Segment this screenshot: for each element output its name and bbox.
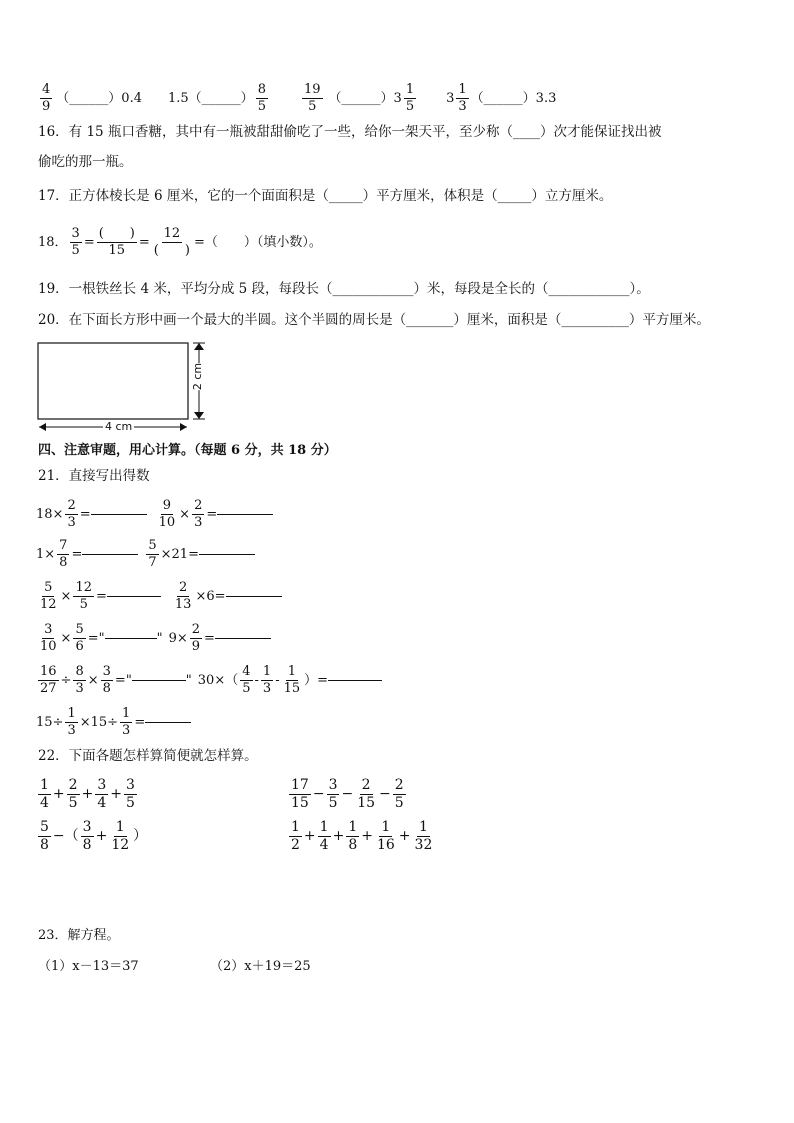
fraction: $\frac{1}{3}$ xyxy=(458,81,467,114)
fraction-blank[interactable]: $\frac{( )}{15}$ xyxy=(98,225,135,258)
q21-row6 xyxy=(36,704,191,740)
fraction: $\frac{19}{5}$ xyxy=(303,81,321,114)
fraction: $\frac{1}{3}$ xyxy=(262,663,272,696)
equals-sign: = xyxy=(138,234,150,250)
question-16-line2: 偷吃的那一瓶。 xyxy=(38,154,133,170)
fraction: $\frac{3}{4}$ xyxy=(97,776,107,811)
question-18 xyxy=(38,222,322,262)
quote-mark: " xyxy=(156,630,163,646)
equals-sign: ）= xyxy=(304,672,329,688)
fraction: $\frac{5}{12}$ xyxy=(40,579,57,612)
fraction: $\frac{3}{5}$ xyxy=(71,225,80,258)
answer-blank[interactable] xyxy=(105,638,157,639)
fraction: $\frac{16}{27}$ xyxy=(40,663,57,696)
fraction: $\frac{7}{8}$ xyxy=(59,537,68,570)
operator: × xyxy=(87,672,99,688)
operator: × xyxy=(179,506,191,522)
value-text: 3 xyxy=(393,90,402,106)
fraction: $\frac{4}{5}$ xyxy=(242,663,251,696)
operator: × xyxy=(60,588,72,604)
equals-sign: = xyxy=(71,546,83,562)
fraction: $\frac{3}{8}$ xyxy=(102,663,111,696)
fraction: $\frac{1}{15}$ xyxy=(283,663,301,696)
q22-expr3 xyxy=(36,816,147,856)
equation-1: （1）x－13＝37 xyxy=(38,959,139,974)
operator: - xyxy=(254,672,259,688)
operator: × xyxy=(60,630,72,646)
quote-mark: " xyxy=(185,672,192,688)
operator: − xyxy=(341,786,354,802)
equals-sign: =" xyxy=(87,630,105,646)
operator: − xyxy=(312,786,325,802)
fraction: $\frac{8}{3}$ xyxy=(75,663,84,696)
equals-sign: = xyxy=(96,588,107,604)
fraction: $\frac{3}{5}$ xyxy=(125,776,135,811)
q22-expr2 xyxy=(287,774,408,814)
q21-row3 xyxy=(36,578,282,614)
operator: + xyxy=(361,828,373,844)
fraction: $\frac{1}{16}$ xyxy=(376,818,395,853)
question-16-line1: 16．有 15 瓶口香糖，其中有一瓶被甜甜偷吃了一些，给你一架天平，至少称（____）次才能保证找出被 xyxy=(38,124,662,140)
equals-sign: = xyxy=(83,234,95,250)
q21-row5 xyxy=(36,662,382,698)
answer-blank[interactable] xyxy=(107,596,161,597)
expr-text: 1× xyxy=(36,546,56,562)
operator: + xyxy=(303,828,316,844)
fraction: $\frac{2}{3}$ xyxy=(67,497,76,530)
q22-expr1 xyxy=(36,774,139,814)
section-4-title: 四、注意审题，用心计算。（每题 6 分，共 18 分） xyxy=(38,443,337,458)
operator: - xyxy=(275,672,280,688)
question-19: 19．一根铁丝长 4 米，平均分成 5 段，每段长（____________）米，每段是全长的（____________）。 xyxy=(38,281,650,297)
q22-expr4 xyxy=(287,816,436,856)
answer-blank[interactable] xyxy=(145,722,191,723)
equals-sign: = xyxy=(206,506,218,522)
fraction: $\frac{1}{4}$ xyxy=(40,776,49,811)
operator: + xyxy=(398,828,411,844)
fraction: $\frac{1}{5}$ xyxy=(405,81,415,114)
fraction: $\frac{1}{2}$ xyxy=(291,818,300,853)
operator: −（ xyxy=(52,828,79,844)
equals-sign: = xyxy=(204,630,215,646)
answer-blank[interactable] xyxy=(132,680,186,681)
expr-text: 9× xyxy=(168,630,188,646)
q21-row2 xyxy=(36,536,255,572)
answer-blank[interactable] xyxy=(217,514,273,515)
value-text: 1.5 xyxy=(167,90,189,106)
width-label: 4 cm xyxy=(105,420,133,433)
fraction: $\frac{2}{5}$ xyxy=(394,776,404,811)
operator: ÷ xyxy=(60,672,72,688)
fraction: $\frac{2}{5}$ xyxy=(68,776,78,811)
operator: + xyxy=(332,828,345,844)
question-17: 17．正方体棱长是 6 厘米，它的一个面面积是（_____）平方厘米，体积是（_____）立方厘米。 xyxy=(38,188,613,204)
value-text: 3 xyxy=(446,90,455,106)
paren-close: ） xyxy=(133,828,148,844)
answer-blank[interactable] xyxy=(82,554,138,555)
operator: + xyxy=(110,786,122,802)
fraction: $\frac{2}{13}$ xyxy=(174,579,192,612)
fraction: $\frac{17}{15}$ xyxy=(291,776,309,811)
expr-text: 18× xyxy=(36,506,64,522)
fraction: $\frac{4}{9}$ xyxy=(42,81,51,114)
fraction: $\frac{1}{12}$ xyxy=(111,818,130,853)
q15-row xyxy=(38,78,556,118)
answer-blank[interactable] xyxy=(226,596,282,597)
height-label: 2 cm xyxy=(191,362,205,391)
answer-blank[interactable] xyxy=(328,680,382,681)
operator: + xyxy=(95,828,108,844)
fraction: $\frac{2}{3}$ xyxy=(194,497,203,530)
answer-blank[interactable]: （______） xyxy=(56,90,122,106)
operator: + xyxy=(52,786,65,802)
fraction: $\frac{1}{8}$ xyxy=(348,818,358,853)
fraction: $\frac{1}{4}$ xyxy=(319,818,329,853)
fraction: $\frac{3}{8}$ xyxy=(82,818,92,853)
fraction: $\frac{3}{5}$ xyxy=(328,776,338,811)
answer-blank[interactable] xyxy=(215,638,271,639)
question-number: 18． xyxy=(38,234,68,250)
fraction: $\frac{2}{15}$ xyxy=(357,776,376,811)
expr-text: 30×（ xyxy=(197,672,239,688)
answer-blank[interactable] xyxy=(91,514,147,515)
question-20: 20．在下面长方形中画一个最大的半圆。这个半圆的周长是（_______）厘米，面积是（__________）平方厘米。 xyxy=(38,312,710,328)
fraction: $\frac{5}{8}$ xyxy=(40,818,49,853)
question-suffix: =（ ）（填小数）。 xyxy=(193,234,322,250)
equation-2: （2）x＋19＝25 xyxy=(210,959,311,974)
answer-blank[interactable]: （______） xyxy=(328,90,394,106)
question-23-title: 23．解方程。 xyxy=(38,928,120,943)
fraction: $\frac{5}{6}$ xyxy=(75,621,84,654)
question-22-title: 22．下面各题怎样算简便就怎样算。 xyxy=(38,748,258,764)
fraction: $\frac{1}{3}$ xyxy=(122,705,131,738)
expr-text: 15÷ xyxy=(36,714,64,730)
fraction: $\frac{8}{5}$ xyxy=(257,81,266,114)
fraction: $\frac{1}{3}$ xyxy=(67,705,76,738)
operator: + xyxy=(81,786,94,802)
fraction: $\frac{3}{10}$ xyxy=(40,621,57,654)
answer-blank[interactable]: （______） xyxy=(470,90,536,106)
equals-sign: =" xyxy=(114,672,132,688)
value-text: 0.4 xyxy=(121,90,142,106)
equals-sign: = xyxy=(134,714,146,730)
question-21-title: 21．直接写出得数 xyxy=(38,468,150,484)
fraction: $\frac{2}{9}$ xyxy=(191,621,201,654)
expr-text: ×15÷ xyxy=(79,714,119,730)
answer-blank[interactable] xyxy=(199,554,255,555)
fraction-blank[interactable]: $\frac{12}{( )}$ xyxy=(153,225,190,258)
equals-sign: = xyxy=(79,506,91,522)
fraction: $\frac{5}{7}$ xyxy=(148,537,157,570)
fraction: $\frac{9}{10}$ xyxy=(158,497,176,530)
expr-text: ×21= xyxy=(160,546,199,562)
fraction: $\frac{12}{5}$ xyxy=(75,579,92,612)
value-text: 3.3 xyxy=(535,90,557,106)
answer-blank[interactable]: （______） xyxy=(188,90,254,106)
operator: − xyxy=(379,786,391,802)
expr-text: ×6= xyxy=(195,588,226,604)
q21-row1 xyxy=(36,496,273,532)
q21-row4 xyxy=(36,620,271,656)
fraction: $\frac{1}{32}$ xyxy=(414,818,433,853)
